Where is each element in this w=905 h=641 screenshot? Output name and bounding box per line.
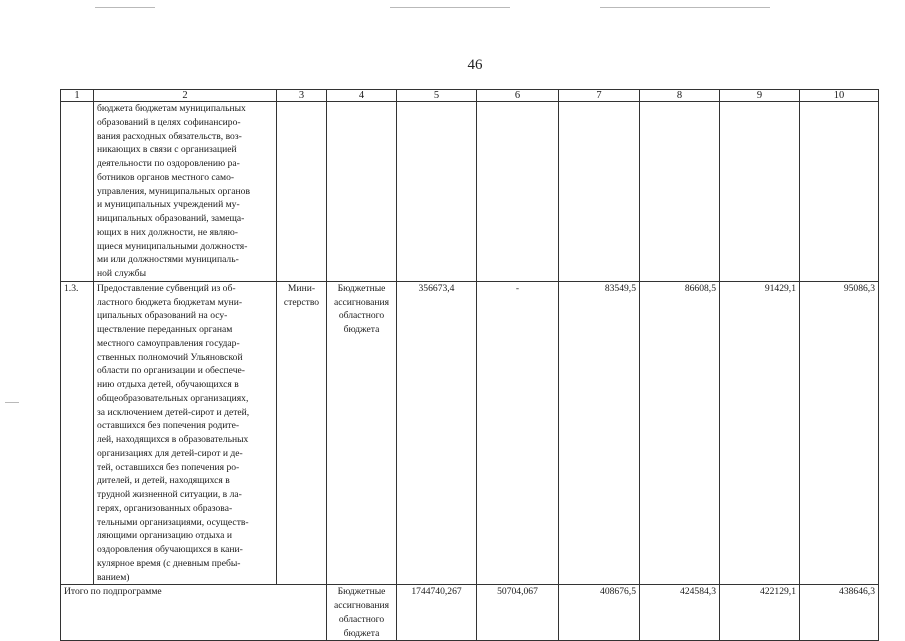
value-cell-2020: 408676,5	[559, 585, 640, 641]
source-line: Бюджетные	[337, 282, 386, 294]
source-cell	[327, 102, 397, 282]
executor-line: стерство	[283, 296, 320, 308]
text-line: деятельности по оздоровлению ра-	[97, 158, 240, 169]
header-row	[61, 90, 879, 102]
scan-artifact	[5, 402, 19, 403]
text-line: Предоставление субвенций из об-	[97, 282, 236, 294]
col-header: 1	[61, 90, 94, 102]
value-cell-total: 1744740,267	[397, 585, 477, 641]
text-line: трудной жизненной ситуации, в ла-	[97, 489, 242, 500]
text-line: вания расходных обязательств, воз-	[97, 130, 242, 142]
text-line: области по организации и обеспече-	[97, 365, 245, 377]
value-cell-total: 356673,4	[397, 281, 477, 585]
text-line: ципальных образований на осу-	[97, 310, 228, 322]
table-row-1-3	[61, 281, 879, 585]
text-line: ной службы	[97, 268, 147, 279]
col-header: 8	[640, 90, 720, 102]
text-line: бюджета бюджетам муниципальных	[97, 103, 246, 114]
text-line: ственных полномочий Ульяновской	[97, 351, 243, 363]
text-line: и муниципальных учреждений му-	[97, 199, 240, 211]
scan-artifact	[95, 7, 155, 8]
text-line: общеобразовательных организациях,	[97, 392, 249, 404]
value-cell-2021: 424584,3	[640, 585, 720, 641]
text-line: ми или должностями муниципаль-	[97, 254, 239, 266]
text-line: герях, организованных образова-	[97, 502, 233, 514]
scan-artifact	[600, 7, 770, 8]
col-header: 5	[397, 90, 477, 102]
executor-cell	[277, 281, 327, 585]
col-header: 7	[559, 90, 640, 102]
budget-table	[60, 89, 879, 641]
table-row	[61, 102, 879, 282]
text-line: тей, оставшихся без попечения ро-	[97, 461, 240, 473]
text-line: образований в целях софинансиро-	[97, 116, 241, 128]
source-line: областного	[338, 613, 385, 625]
value-cell	[559, 102, 640, 282]
text-line: ластного бюджета бюджетам муни-	[97, 296, 243, 308]
text-line: управления, муниципальных органов	[97, 185, 250, 197]
text-line: организациях для детей-сирот и де-	[97, 447, 243, 459]
value-cell-2020: 83549,5	[559, 281, 640, 585]
col-header: 9	[720, 90, 800, 102]
col-header: 3	[277, 90, 327, 102]
text-line: за исключением детей-сирот и детей,	[97, 406, 250, 418]
total-row	[61, 585, 879, 641]
source-line: областного	[338, 310, 385, 322]
text-line: тельными организациями, осуществ-	[97, 516, 249, 528]
text-line: ванием)	[97, 571, 130, 583]
page-number: 46	[467, 57, 483, 73]
text-line: нию отдыха детей, обучающихся в	[97, 379, 239, 390]
source-line: ассигнования	[333, 296, 390, 308]
text-line: никающих в связи с организацией	[97, 144, 237, 156]
text-line: ющих в них должности, не являю-	[97, 226, 238, 238]
col-header: 10	[800, 90, 879, 102]
col-header: 4	[327, 90, 397, 102]
description-cell	[94, 102, 277, 282]
source-line: бюджета	[343, 324, 380, 335]
col-header: 2	[94, 90, 277, 102]
executor-cell	[277, 102, 327, 282]
text-line: ниципальных образований, замеща-	[97, 213, 245, 224]
text-line: ляющими организацию отдыха и	[97, 530, 232, 542]
source-line: ассигнования	[333, 600, 390, 611]
value-cell	[397, 102, 477, 282]
scan-artifact	[390, 7, 510, 8]
value-cell-2023: 438646,3	[800, 585, 879, 641]
source-cell	[327, 585, 397, 641]
total-label-cell: Итого по подпрограмме	[61, 585, 327, 641]
value-cell	[800, 102, 879, 282]
value-cell	[720, 102, 800, 282]
text-line: местного самоуправления государ-	[97, 337, 240, 349]
source-cell	[327, 281, 397, 585]
text-line: оздоровления обучающихся в кани-	[97, 544, 243, 555]
value-cell-2023: 95086,3	[800, 281, 879, 585]
source-line: бюджета	[343, 627, 380, 639]
text-line: кулярное время (с дневным пребы-	[97, 557, 241, 569]
value-cell-2022: 422129,1	[720, 585, 800, 641]
text-line: оставшихся без попечения родите-	[97, 420, 240, 432]
value-cell-2019: -	[477, 281, 559, 585]
value-cell	[640, 102, 720, 282]
executor-line: Мини-	[287, 282, 316, 294]
text-line: ществление переданных органам	[97, 324, 233, 335]
value-cell-2022: 91429,1	[720, 281, 800, 585]
description-cell	[94, 281, 277, 585]
value-cell-2019: 50704,067	[477, 585, 559, 641]
col-header: 6	[477, 90, 559, 102]
row-number-cell	[61, 102, 94, 282]
row-number-cell: 1.3.	[61, 281, 94, 585]
text-line: ботников органов местного само-	[97, 171, 235, 183]
value-cell	[477, 102, 559, 282]
source-line: Бюджетные	[337, 586, 386, 598]
text-line: щиеся муниципальными должностя-	[97, 240, 248, 252]
value-cell-2021: 86608,5	[640, 281, 720, 585]
text-line: лей, находящихся в образовательных	[97, 434, 249, 445]
text-line: дителей, и детей, находящихся в	[97, 475, 230, 487]
